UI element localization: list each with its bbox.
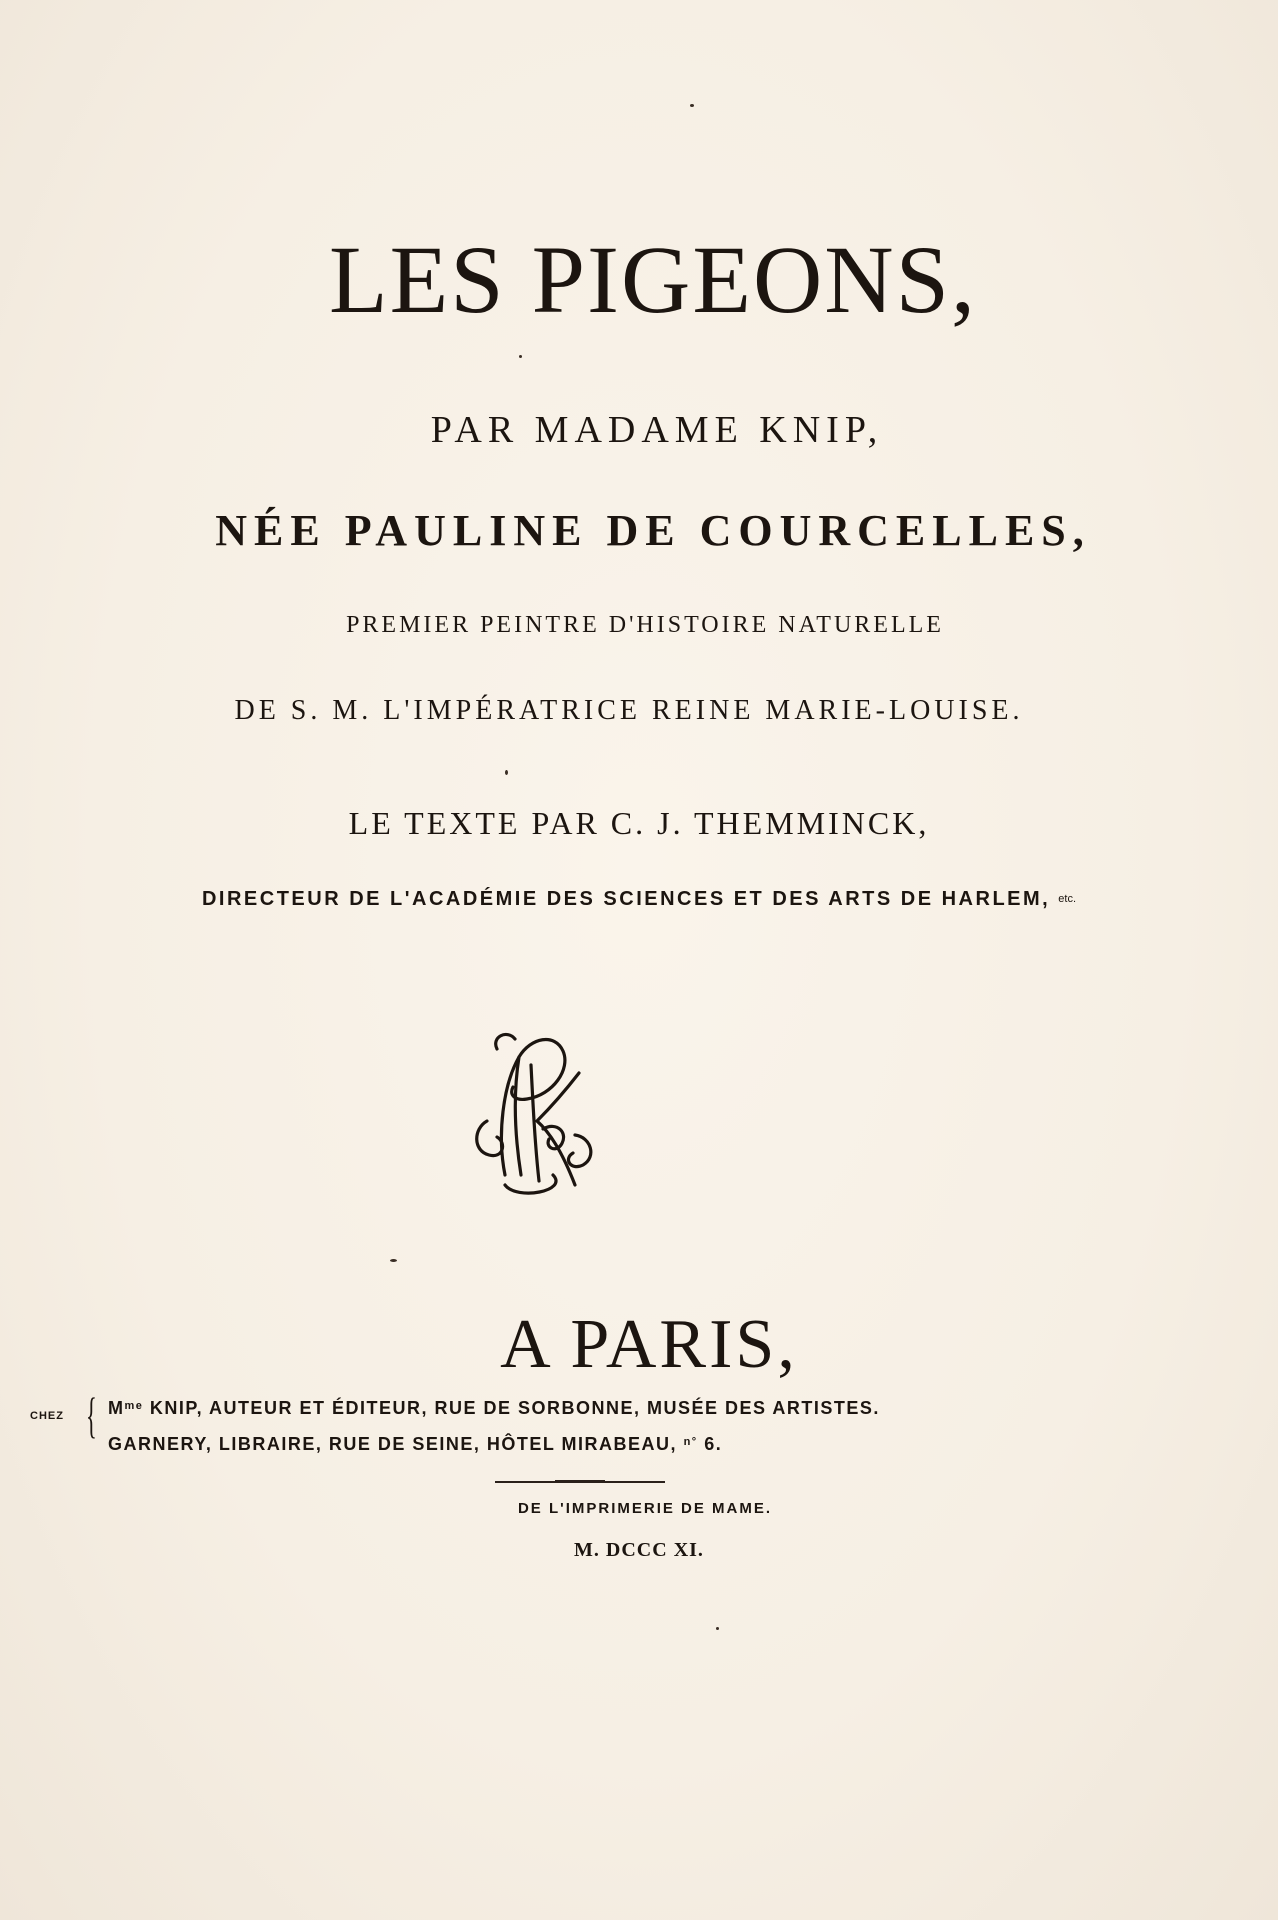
director-etc: etc. — [1058, 893, 1077, 905]
book-title: LES PIGEONS, — [328, 226, 978, 333]
divider-rule — [495, 1481, 665, 1483]
paper-speck — [716, 1627, 719, 1630]
address-2-text: GARNERY, LIBRAIRE, RUE DE SEINE, HÔTEL MIRABEAU, — [108, 1434, 678, 1454]
publisher-address-1 — [108, 1398, 880, 1419]
address-2-no: n° — [683, 1436, 698, 1448]
paper-speck — [390, 1259, 397, 1262]
address-1-prefix: M — [108, 1398, 125, 1418]
address-1-text: KNIP, AUTEUR ET ÉDITEUR, RUE DE SORBONNE, MUSÉE DES ARTISTES. — [149, 1398, 880, 1418]
ornamental-monogram-icon — [457, 1025, 607, 1205]
address-2-number: 6. — [704, 1434, 723, 1454]
author-line: PAR MADAME KNIP, — [430, 409, 884, 451]
address-1-superscript: me — [124, 1400, 144, 1412]
date-line: M. DCCC XI. — [574, 1539, 704, 1561]
paper-speck — [505, 770, 508, 775]
birth-name-line: NÉE PAULINE DE COURCELLES, — [215, 506, 1091, 555]
city-line: A PARIS, — [500, 1306, 798, 1383]
director-line — [0, 888, 1278, 911]
imprint-line: DE L'IMPRIMERIE DE MAME. — [517, 1500, 773, 1517]
paper-speck — [690, 104, 694, 107]
director-text: DIRECTEUR DE L'ACADÉMIE DES SCIENCES ET DES ARTS DE HARLEM, — [201, 888, 1051, 910]
paper-speck — [519, 355, 522, 358]
chez-label: CHEZ — [30, 1410, 64, 1422]
text-author-line: LE TEXTE PAR C. J. THEMMINCK, — [348, 805, 930, 841]
position-line: PREMIER PEINTRE D'HISTOIRE NATURELLE — [346, 612, 944, 638]
brace-icon: { — [86, 1387, 97, 1443]
patron-line: DE S. M. L'IMPÉRATRICE REINE MARIE-LOUISE. — [234, 695, 1024, 726]
publisher-address-2 — [108, 1434, 722, 1455]
